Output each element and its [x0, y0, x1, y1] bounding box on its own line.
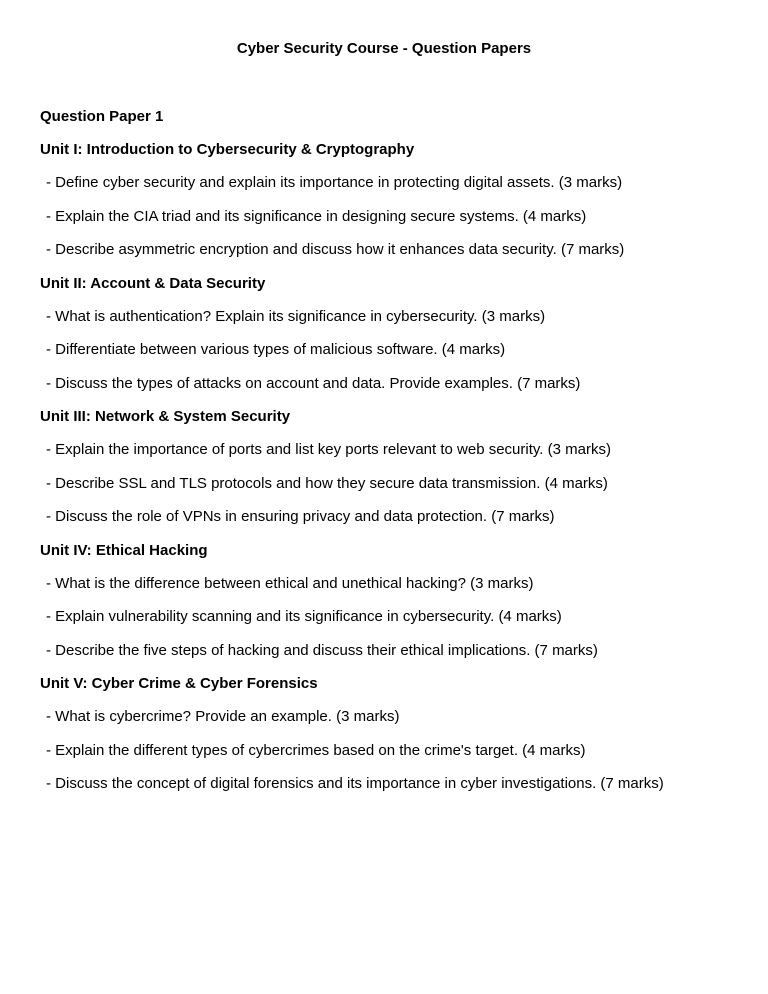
question-item: - Discuss the role of VPNs in ensuring privacy and data protection. (7 marks): [46, 508, 555, 525]
question-item: - Explain the CIA triad and its significance in designing secure systems. (4 marks): [46, 207, 587, 225]
question-item: - Discuss the concept of digital forensics and its importance in cyber investigations. (7 marks): [46, 775, 664, 792]
question-paper-title: Question Paper 1: [40, 108, 164, 125]
question-item: - What is authentication? Explain its significance in cybersecurity. (3 marks): [46, 307, 546, 325]
question-item: - Describe SSL and TLS protocols and how they secure data transmission. (4 marks): [46, 474, 608, 492]
question-item: - What is cybercrime? Provide an example. (3 marks): [46, 708, 400, 725]
unit-heading: Unit II: Account & Data Security: [40, 274, 266, 292]
document-title: Cyber Security Course - Question Papers: [236, 40, 532, 57]
units-list: [40, 141, 740, 809]
unit-heading: Unit III: Network & System Security: [40, 408, 291, 425]
question-item: - Describe asymmetric encryption and discuss how it enhances data security. (7 marks): [46, 241, 625, 258]
question-item: - Explain vulnerability scanning and its significance in cybersecurity. (4 marks): [46, 608, 562, 625]
unit-section: [40, 141, 740, 259]
question-item: - What is the difference between ethical and unethical hacking? (3 marks): [46, 574, 534, 592]
unit-heading: Unit I: Introduction to Cybersecurity & Cryptography: [40, 141, 415, 158]
question-item: - Explain the different types of cybercrimes based on the crime's target. (4 marks): [46, 741, 586, 759]
unit-section: [40, 275, 740, 393]
question-item: - Define cyber security and explain its importance in protecting digital assets. (3 marks): [46, 174, 623, 191]
unit-heading: Unit IV: Ethical Hacking: [40, 541, 208, 559]
unit-section: [40, 675, 740, 793]
unit-heading: Unit V: Cyber Crime & Cyber Forensics: [40, 675, 318, 692]
question-item: - Explain the importance of ports and list key ports relevant to web security. (3 marks): [46, 441, 611, 458]
unit-section: [40, 408, 740, 526]
question-item: - Differentiate between various types of malicious software. (4 marks): [46, 341, 506, 358]
question-item: - Describe the five steps of hacking and discuss their ethical implications. (7 marks): [46, 641, 598, 659]
question-item: - Discuss the types of attacks on account and data. Provide examples. (7 marks): [46, 374, 581, 392]
unit-section: [40, 542, 740, 660]
